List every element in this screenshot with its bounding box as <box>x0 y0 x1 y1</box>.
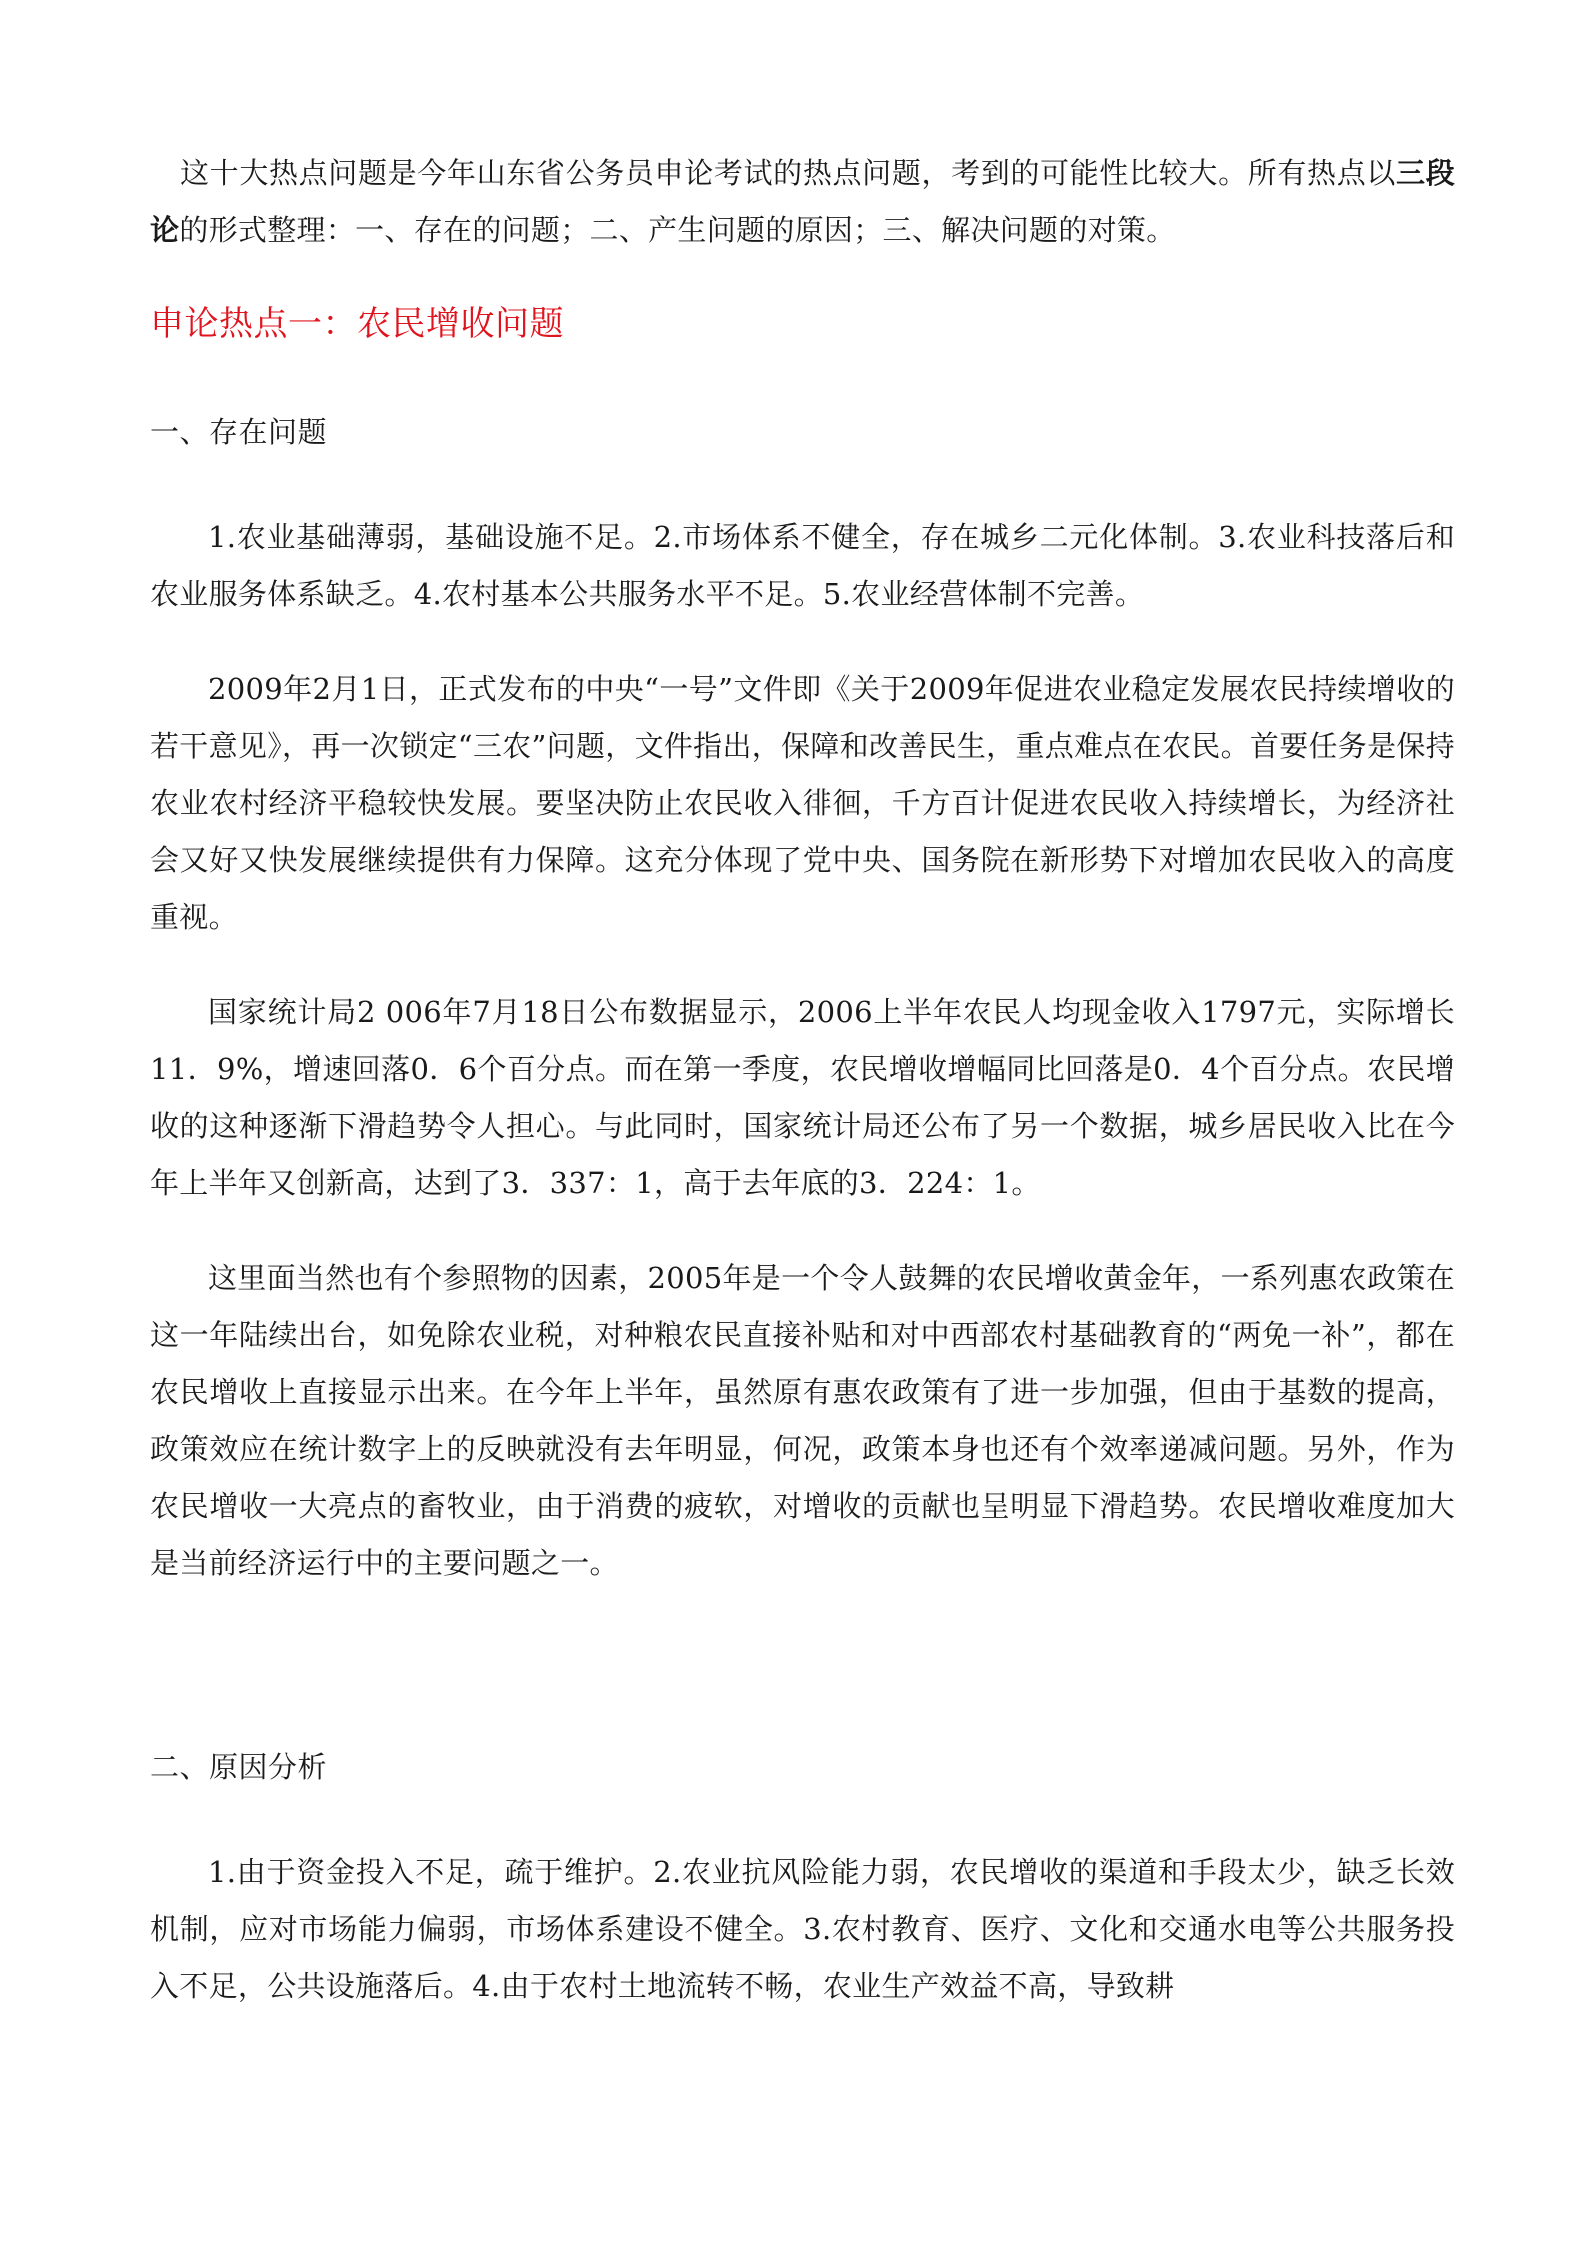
problems-list-paragraph: 1.农业基础薄弱，基础设施不足。2.市场体系不健全，存在城乡二元化体制。3.农业科技落后和农业服务体系缺乏。4.农村基本公共服务水平不足。5.农业经营体制不完善。 <box>150 520 1455 611</box>
spacer <box>150 457 1455 509</box>
reference-paragraph: 这里面当然也有个参照物的因素，2005年是一个令人鼓舞的农民增收黄金年，一系列惠农政策在这一年陆续出台，如免除农业税，对种粮农民直接补贴和对中西部农村基础教育的“两免一补”，都在农民增收上直接显示出来。在今年上半年，虽然原有惠农政策有了进一步加强，但由于基数的提高，政策效应在统计数字上的反映就没有去年明显，何况，政策本身也还有个效率递减问题。另外，作为农民增收一大亮点的畜牧业，由于消费的疲软，对增收的贡献也呈明显下滑趋势。农民增收难度加大是当前经济运行中的主要问题之一。 <box>150 1261 1456 1580</box>
intro-paragraph <box>150 145 1455 259</box>
spacer <box>150 349 1455 407</box>
document-page <box>150 145 1455 2015</box>
causes-paragraph: 1.由于资金投入不足，疏于维护。2.农业抗风险能力弱，农民增收的渠道和手段太少，缺乏长效机制，应对市场能力偏弱，市场体系建设不健全。3.农村教育、医疗、文化和交通水电等公共服务投入不足，公共设施落后。4.由于农村土地流转不畅，农业生产效益不高，导致耕 <box>150 1855 1455 2003</box>
spacer <box>150 623 1455 661</box>
statistics-paragraph: 国家统计局2 006年7月18日公布数据显示，2006上半年农民人均现金收入1797元，实际增长11．9%，增速回落0．6个百分点。而在第一季度，农民增收增幅同比回落是0．4个百分点。农民增收的这种逐渐下滑趋势令人担心。与此同时，国家统计局还公布了另一个数据，城乡居民收入比在今年上半年又创新高，达到了3．337：1，高于去年底的3．224：1。 <box>150 995 1455 1200</box>
topic-heading: 申论热点一：农民增收问题 <box>150 304 564 344</box>
document-paragraph: 2009年2月1日，正式发布的中央“一号”文件即《关于2009年促进农业稳定发展农民持续增收的若干意见》，再一次锁定“三农”问题，文件指出，保障和改善民生，重点难点在农民。首要任务是保持农业农村经济平稳较快发展。要坚决防止农民收入徘徊，千方百计促进农民收入持续增长，为经济社会又好又快发展继续提供有力保障。这充分体现了党中央、国务院在新形势下对增加农民收入的高度重视。 <box>150 672 1455 934</box>
spacer <box>150 1592 1455 1742</box>
intro-bold-text: 三段论 <box>150 156 1455 247</box>
intro-text-before: 这十大热点问题是今年山东省公务员申论考试的热点问题，考到的可能性比较大。所有热点以 <box>180 156 1397 190</box>
section-heading-problems: 一、存在问题 <box>150 415 328 449</box>
spacer <box>150 1792 1455 1844</box>
spacer <box>150 259 1455 299</box>
spacer <box>150 946 1455 984</box>
spacer <box>150 1212 1455 1250</box>
intro-text-after: 的形式整理：一、存在的问题；二、产生问题的原因；三、解决问题的对策。 <box>179 213 1176 247</box>
section-heading-causes: 二、原因分析 <box>150 1750 328 1784</box>
